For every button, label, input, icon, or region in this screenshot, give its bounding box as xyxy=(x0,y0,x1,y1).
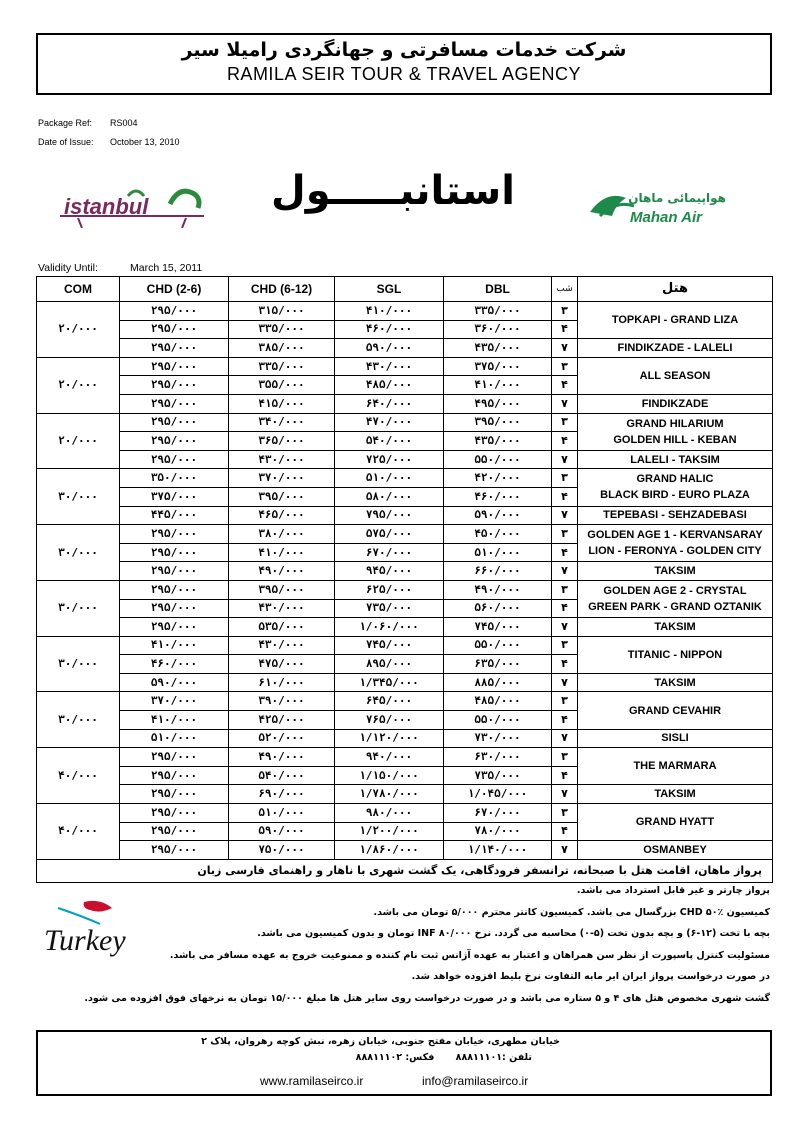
hotel-name-cell xyxy=(578,580,773,617)
table-row xyxy=(37,804,773,823)
col-header-sgl: SGL xyxy=(335,277,444,302)
price-chd612-cell: ۳۶۵/۰۰۰ xyxy=(229,432,335,451)
commission-cell: ۳۰/۰۰۰ xyxy=(37,525,120,581)
commission-cell: ۳۰/۰۰۰ xyxy=(37,692,120,748)
col-header-chd-2-6: CHD (2-6) xyxy=(120,277,229,302)
nights-cell: ۳ xyxy=(552,580,578,599)
mahan-air-logo-en: Mahan Air xyxy=(630,209,702,226)
price-sgl-cell: ۶۷۰/۰۰۰ xyxy=(335,543,444,562)
nights-cell: ۷ xyxy=(552,394,578,413)
price-dbl-cell: ۵۵۰/۰۰۰ xyxy=(444,711,552,730)
price-dbl-cell: ۳۷۵/۰۰۰ xyxy=(444,357,552,376)
hotel-area-cell: FINDIKZADE - LALELI xyxy=(578,339,773,358)
price-sgl-cell: ۴۷۰/۰۰۰ xyxy=(335,413,444,432)
email-link[interactable]: info@ramilaseirco.ir xyxy=(422,1074,529,1088)
price-dbl-cell: ۶۳۵/۰۰۰ xyxy=(444,655,552,674)
nights-cell: ۴ xyxy=(552,822,578,841)
col-header-hotel: هتل xyxy=(578,277,773,302)
price-chd26-cell: ۲۹۵/۰۰۰ xyxy=(120,748,229,767)
nights-cell: ۷ xyxy=(552,785,578,804)
commission-cell: ۳۰/۰۰۰ xyxy=(37,580,120,636)
price-sgl-cell: ۷۴۵/۰۰۰ xyxy=(335,636,444,655)
price-dbl-cell: ۳۹۵/۰۰۰ xyxy=(444,413,552,432)
nights-cell: ۷ xyxy=(552,841,578,860)
price-dbl-cell: ۴۱۰/۰۰۰ xyxy=(444,376,552,395)
price-dbl-cell: ۵۵۰/۰۰۰ xyxy=(444,636,552,655)
price-dbl-cell: ۴۲۰/۰۰۰ xyxy=(444,469,552,488)
hotel-name-cell xyxy=(578,636,773,673)
date-of-issue xyxy=(38,137,180,147)
hotel-name: GRAND CEVAHIR xyxy=(628,704,722,717)
price-chd612-cell: ۳۹۰/۰۰۰ xyxy=(229,692,335,711)
price-dbl-cell: ۳۳۵/۰۰۰ xyxy=(444,302,552,321)
price-dbl-cell: ۵۹۰/۰۰۰ xyxy=(444,506,552,525)
price-sgl-cell: ۷۳۵/۰۰۰ xyxy=(335,599,444,618)
mahan-air-logo xyxy=(586,182,732,230)
price-chd612-cell: ۴۲۵/۰۰۰ xyxy=(229,711,335,730)
table-row xyxy=(37,302,773,321)
price-dbl-cell: ۴۸۵/۰۰۰ xyxy=(444,692,552,711)
nights-cell: ۳ xyxy=(552,748,578,767)
hotel-name: GOLDEN AGE 2 - CRYSTAL xyxy=(603,585,747,597)
price-chd612-cell: ۳۹۵/۰۰۰ xyxy=(229,580,335,599)
price-sgl-cell: ۱/۳۴۵/۰۰۰ xyxy=(335,673,444,692)
mahan-air-logo-fa: هواپیمائی ماهان xyxy=(628,191,726,205)
rates-table xyxy=(36,276,773,883)
price-dbl-cell: ۴۳۵/۰۰۰ xyxy=(444,339,552,358)
price-dbl-cell: ۶۷۰/۰۰۰ xyxy=(444,804,552,823)
price-chd612-cell: ۴۹۰/۰۰۰ xyxy=(229,562,335,581)
table-row xyxy=(37,729,773,748)
price-chd26-cell: ۲۹۵/۰۰۰ xyxy=(120,339,229,358)
price-chd26-cell: ۴۶۰/۰۰۰ xyxy=(120,655,229,674)
hotel-name: GREEN PARK - GRAND OZTANIK xyxy=(588,601,762,613)
table-row xyxy=(37,785,773,804)
commission-cell: ۲۰/۰۰۰ xyxy=(37,413,120,469)
note-item: گشت شهری مخصوص هتل های ۴ و ۵ ستاره می باشد و در صورت درخواست روی سایر هتل ها مبلغ ۱۵/۰۰۰ تومان به نرخهای فوق افزوده می شود. xyxy=(84,992,770,1004)
price-chd26-cell: ۲۹۵/۰۰۰ xyxy=(120,599,229,618)
nights-cell: ۴ xyxy=(552,487,578,506)
hotel-area-cell: TAKSIM xyxy=(578,673,773,692)
price-chd612-cell: ۵۴۰/۰۰۰ xyxy=(229,766,335,785)
hotel-name: THE MARMARA xyxy=(633,760,717,773)
commission-cell: ۴۰/۰۰۰ xyxy=(37,748,120,804)
nights-cell: ۷ xyxy=(552,339,578,358)
table-row xyxy=(37,673,773,692)
price-dbl-cell: ۷۴۵/۰۰۰ xyxy=(444,618,552,637)
price-sgl-cell: ۱/۰۶۰/۰۰۰ xyxy=(335,618,444,637)
price-sgl-cell: ۵۸۰/۰۰۰ xyxy=(335,487,444,506)
price-sgl-cell: ۵۹۰/۰۰۰ xyxy=(335,339,444,358)
hotel-name-cell xyxy=(578,804,773,841)
nights-cell: ۳ xyxy=(552,302,578,321)
table-row xyxy=(37,450,773,469)
hotel-name-cell xyxy=(578,413,773,450)
hotel-name: TOPKAPI - GRAND LIZA xyxy=(611,314,739,327)
nights-cell: ۳ xyxy=(552,636,578,655)
hotel-area-cell: SISLI xyxy=(578,729,773,748)
price-sgl-cell: ۵۴۰/۰۰۰ xyxy=(335,432,444,451)
price-sgl-cell: ۱/۱۲۰/۰۰۰ xyxy=(335,729,444,748)
price-chd612-cell: ۴۱۵/۰۰۰ xyxy=(229,394,335,413)
price-sgl-cell: ۴۸۵/۰۰۰ xyxy=(335,376,444,395)
package-includes-row xyxy=(37,859,773,882)
date-of-issue-label: Date of Issue: xyxy=(38,137,94,147)
nights-cell: ۴ xyxy=(552,766,578,785)
price-sgl-cell: ۱/۱۵۰/۰۰۰ xyxy=(335,766,444,785)
price-sgl-cell: ۱/۷۸۰/۰۰۰ xyxy=(335,785,444,804)
price-sgl-cell: ۱/۸۶۰/۰۰۰ xyxy=(335,841,444,860)
price-sgl-cell: ۱/۲۰۰/۰۰۰ xyxy=(335,822,444,841)
price-dbl-cell: ۴۹۰/۰۰۰ xyxy=(444,580,552,599)
price-chd26-cell: ۲۹۵/۰۰۰ xyxy=(120,562,229,581)
commission-cell: ۲۰/۰۰۰ xyxy=(37,302,120,358)
hotel-name-cell xyxy=(578,748,773,785)
price-chd26-cell: ۴۴۵/۰۰۰ xyxy=(120,506,229,525)
nights-cell: ۴ xyxy=(552,376,578,395)
price-dbl-cell: ۵۶۰/۰۰۰ xyxy=(444,599,552,618)
price-sgl-cell: ۴۱۰/۰۰۰ xyxy=(335,302,444,321)
footer-phone xyxy=(338,1052,532,1063)
price-chd26-cell: ۳۷۵/۰۰۰ xyxy=(120,487,229,506)
nights-cell: ۴ xyxy=(552,320,578,339)
price-dbl-cell: ۱/۰۴۵/۰۰۰ xyxy=(444,785,552,804)
nights-cell: ۴ xyxy=(552,432,578,451)
price-dbl-cell: ۷۸۰/۰۰۰ xyxy=(444,822,552,841)
price-dbl-cell: ۷۳۵/۰۰۰ xyxy=(444,766,552,785)
commission-cell: ۴۰/۰۰۰ xyxy=(37,804,120,860)
price-chd612-cell: ۳۸۰/۰۰۰ xyxy=(229,525,335,544)
price-chd612-cell: ۴۳۰/۰۰۰ xyxy=(229,450,335,469)
price-chd612-cell: ۳۴۰/۰۰۰ xyxy=(229,413,335,432)
hotel-name: BLACK BIRD - EURO PLAZA xyxy=(600,489,750,502)
price-dbl-cell: ۵۵۰/۰۰۰ xyxy=(444,450,552,469)
price-chd612-cell: ۴۳۰/۰۰۰ xyxy=(229,636,335,655)
date-of-issue-value: October 13, 2010 xyxy=(110,137,180,147)
agency-header xyxy=(36,33,772,95)
price-sgl-cell: ۹۸۰/۰۰۰ xyxy=(335,804,444,823)
price-chd26-cell: ۲۹۵/۰۰۰ xyxy=(120,822,229,841)
price-chd26-cell: ۵۹۰/۰۰۰ xyxy=(120,673,229,692)
price-chd26-cell: ۴۱۰/۰۰۰ xyxy=(120,711,229,730)
commission-cell: ۲۰/۰۰۰ xyxy=(37,357,120,413)
agency-name-en: RAMILA SEIR TOUR & TRAVEL AGENCY xyxy=(226,64,582,84)
price-dbl-cell: ۶۶۰/۰۰۰ xyxy=(444,562,552,581)
price-sgl-cell: ۶۴۰/۰۰۰ xyxy=(335,394,444,413)
hotel-name: ALL SEASON xyxy=(639,369,711,382)
price-dbl-cell: ۴۶۰/۰۰۰ xyxy=(444,487,552,506)
table-row xyxy=(37,562,773,581)
validity xyxy=(38,262,203,274)
commission-cell: ۳۰/۰۰۰ xyxy=(37,469,120,525)
nights-cell: ۷ xyxy=(552,729,578,748)
price-chd612-cell: ۶۱۰/۰۰۰ xyxy=(229,673,335,692)
table-row xyxy=(37,748,773,767)
price-chd612-cell: ۶۹۰/۰۰۰ xyxy=(229,785,335,804)
table-row xyxy=(37,339,773,358)
price-sgl-cell: ۸۹۵/۰۰۰ xyxy=(335,655,444,674)
price-sgl-cell: ۹۴۰/۰۰۰ xyxy=(335,748,444,767)
nights-cell: ۴ xyxy=(552,543,578,562)
price-chd26-cell: ۲۹۵/۰۰۰ xyxy=(120,841,229,860)
price-chd26-cell: ۳۷۰/۰۰۰ xyxy=(120,692,229,711)
table-row xyxy=(37,618,773,637)
price-sgl-cell: ۷۹۵/۰۰۰ xyxy=(335,506,444,525)
footer-address: خیابان مطهری، خیابان مفتح جنوبی، خیابان زهره، نبش کوچه رهروان، پلاک ۲ xyxy=(201,1036,560,1047)
hotel-name: GRAND HILARIUM xyxy=(626,417,724,430)
nights-cell: ۴ xyxy=(552,711,578,730)
hotel-name-cell xyxy=(578,525,773,562)
price-chd26-cell: ۴۱۰/۰۰۰ xyxy=(120,636,229,655)
price-dbl-cell: ۶۳۰/۰۰۰ xyxy=(444,748,552,767)
price-sgl-cell: ۷۲۵/۰۰۰ xyxy=(335,450,444,469)
table-row xyxy=(37,413,773,432)
price-sgl-cell: ۷۶۵/۰۰۰ xyxy=(335,711,444,730)
table-row xyxy=(37,506,773,525)
hotel-area-cell: TAKSIM xyxy=(578,562,773,581)
price-chd26-cell: ۲۹۵/۰۰۰ xyxy=(120,376,229,395)
nights-cell: ۳ xyxy=(552,804,578,823)
hotel-area-cell: OSMANBEY xyxy=(578,841,773,860)
price-chd26-cell: ۲۹۵/۰۰۰ xyxy=(120,785,229,804)
price-chd612-cell: ۴۷۵/۰۰۰ xyxy=(229,655,335,674)
price-chd26-cell: ۲۹۵/۰۰۰ xyxy=(120,432,229,451)
note-item: بچه با تخت (۱۲-۶) و بچه بدون تخت (۵-۰) محاسبه می گردد. نرخ INF ۸۰/۰۰۰ تومان و بدون کمیسیون می باشد. xyxy=(257,928,770,939)
nights-cell: ۴ xyxy=(552,599,578,618)
price-chd26-cell: ۲۹۵/۰۰۰ xyxy=(120,320,229,339)
table-row xyxy=(37,841,773,860)
nights-cell: ۷ xyxy=(552,673,578,692)
nights-cell: ۷ xyxy=(552,450,578,469)
price-dbl-cell: ۴۵۰/۰۰۰ xyxy=(444,525,552,544)
price-dbl-cell: ۴۹۵/۰۰۰ xyxy=(444,394,552,413)
price-sgl-cell: ۶۲۵/۰۰۰ xyxy=(335,580,444,599)
nights-cell: ۳ xyxy=(552,413,578,432)
price-chd612-cell: ۴۹۰/۰۰۰ xyxy=(229,748,335,767)
istanbul-logo-text: istanbul xyxy=(64,194,149,219)
hotel-name: GOLDEN AGE 1 - KERVANSARAY xyxy=(587,529,763,542)
price-sgl-cell: ۵۷۵/۰۰۰ xyxy=(335,525,444,544)
footer xyxy=(36,1030,772,1096)
note-item: کمیسیون CHD ۵۰٪ بزرگسال می باشد. کمیسیون کانتر محترم ۵/۰۰۰ تومان می باشد. xyxy=(373,906,770,918)
price-chd612-cell: ۵۲۰/۰۰۰ xyxy=(229,729,335,748)
price-chd612-cell: ۳۳۵/۰۰۰ xyxy=(229,320,335,339)
hotel-area-cell: LALELI - TAKSIM xyxy=(578,450,773,469)
price-sgl-cell: ۴۶۰/۰۰۰ xyxy=(335,320,444,339)
price-chd26-cell: ۵۱۰/۰۰۰ xyxy=(120,729,229,748)
hotel-area-cell: TEPEBASI - SEHZADEBASI xyxy=(578,506,773,525)
hotel-area-cell: FINDIKZADE xyxy=(578,394,773,413)
price-dbl-cell: ۴۳۵/۰۰۰ xyxy=(444,432,552,451)
price-chd612-cell: ۵۳۵/۰۰۰ xyxy=(229,618,335,637)
hotel-area-cell: TAKSIM xyxy=(578,618,773,637)
price-chd26-cell: ۲۹۵/۰۰۰ xyxy=(120,804,229,823)
package-ref-value: RS004 xyxy=(110,118,138,128)
price-sgl-cell: ۴۳۰/۰۰۰ xyxy=(335,357,444,376)
table-row xyxy=(37,357,773,376)
price-chd612-cell: ۳۹۵/۰۰۰ xyxy=(229,487,335,506)
price-chd26-cell: ۲۹۵/۰۰۰ xyxy=(120,450,229,469)
price-chd612-cell: ۷۵۰/۰۰۰ xyxy=(229,841,335,860)
table-header-row xyxy=(37,277,773,302)
turkey-logo-text: Turkey xyxy=(44,924,126,957)
package-includes-text: پرواز ماهان، اقامت هتل با صبحانه، ترانسفر فرودگاهی، یک گشت شهری با ناهار و راهنمای فارسی زبان xyxy=(37,859,773,882)
note-item: مسئولیت کنترل پاسپورت از نظر سن همراهان و اعتبار به عهده آژانس ثبت نام کننده و ممنوعیت خروج به عهده مسافر می باشد. xyxy=(169,949,770,961)
price-chd26-cell: ۲۹۵/۰۰۰ xyxy=(120,766,229,785)
nights-cell: ۷ xyxy=(552,562,578,581)
hotel-name: GRAND HALIC xyxy=(636,473,714,486)
price-dbl-cell: ۱/۱۴۰/۰۰۰ xyxy=(444,841,552,860)
price-chd612-cell: ۴۶۵/۰۰۰ xyxy=(229,506,335,525)
package-ref-label: Package Ref: xyxy=(38,118,93,128)
col-header-com: COM xyxy=(37,277,120,302)
price-chd26-cell: ۲۹۵/۰۰۰ xyxy=(120,357,229,376)
destination-title: استانبـــــول xyxy=(271,168,515,214)
hotel-name: GOLDEN HILL - KEBAN xyxy=(613,433,737,446)
nights-cell: ۷ xyxy=(552,618,578,637)
table-row xyxy=(37,525,773,544)
table-row xyxy=(37,580,773,599)
agency-name-fa: شرکت خدمات مسافرتی و جهانگردی رامیلا سیر xyxy=(181,39,627,61)
col-header-dbl: DBL xyxy=(444,277,552,302)
price-chd26-cell: ۲۹۵/۰۰۰ xyxy=(120,543,229,562)
price-chd612-cell: ۳۱۵/۰۰۰ xyxy=(229,302,335,321)
note-item: در صورت درخواست پرواز ایران ایر مابه التفاوت نرخ بلیط افزوده خواهد شد. xyxy=(411,971,770,982)
price-chd26-cell: ۳۵۰/۰۰۰ xyxy=(120,469,229,488)
price-chd26-cell: ۲۹۵/۰۰۰ xyxy=(120,413,229,432)
table-row xyxy=(37,636,773,655)
note-item: پرواز چارتر و غیر قابل استرداد می باشد. xyxy=(576,885,770,896)
table-row xyxy=(37,469,773,488)
col-header-nights: شب xyxy=(552,277,578,302)
price-chd26-cell: ۲۹۵/۰۰۰ xyxy=(120,580,229,599)
hotel-name-cell xyxy=(578,357,773,394)
price-chd612-cell: ۵۱۰/۰۰۰ xyxy=(229,804,335,823)
hotel-name-cell xyxy=(578,692,773,729)
hotel-name-cell xyxy=(578,469,773,506)
istanbul-logo xyxy=(58,186,206,228)
price-chd612-cell: ۳۵۵/۰۰۰ xyxy=(229,376,335,395)
hotel-name: LION - FERONYA - GOLDEN CITY xyxy=(588,545,762,558)
commission-cell: ۳۰/۰۰۰ xyxy=(37,636,120,692)
price-chd26-cell: ۲۹۵/۰۰۰ xyxy=(120,302,229,321)
table-row xyxy=(37,692,773,711)
price-dbl-cell: ۸۸۵/۰۰۰ xyxy=(444,673,552,692)
price-chd612-cell: ۴۱۰/۰۰۰ xyxy=(229,543,335,562)
price-chd612-cell: ۵۹۰/۰۰۰ xyxy=(229,822,335,841)
hotel-name-cell xyxy=(578,302,773,339)
price-chd612-cell: ۳۳۵/۰۰۰ xyxy=(229,357,335,376)
nights-cell: ۳ xyxy=(552,525,578,544)
package-ref xyxy=(38,118,138,128)
price-chd612-cell: ۴۳۰/۰۰۰ xyxy=(229,599,335,618)
price-dbl-cell: ۷۳۰/۰۰۰ xyxy=(444,729,552,748)
price-sgl-cell: ۶۴۵/۰۰۰ xyxy=(335,692,444,711)
hotel-area-cell: TAKSIM xyxy=(578,785,773,804)
website-link[interactable]: www.ramilaseirco.ir xyxy=(260,1074,364,1088)
price-chd612-cell: ۳۷۰/۰۰۰ xyxy=(229,469,335,488)
price-dbl-cell: ۳۶۰/۰۰۰ xyxy=(444,320,552,339)
nights-cell: ۳ xyxy=(552,357,578,376)
hotel-name: TITANIC - NIPPON xyxy=(627,648,723,661)
validity-label: Validity Until: xyxy=(38,262,98,274)
table-row xyxy=(37,394,773,413)
price-chd26-cell: ۲۹۵/۰۰۰ xyxy=(120,394,229,413)
price-dbl-cell: ۵۱۰/۰۰۰ xyxy=(444,543,552,562)
nights-cell: ۷ xyxy=(552,506,578,525)
nights-cell: ۳ xyxy=(552,692,578,711)
validity-value: March 15, 2011 xyxy=(130,262,203,274)
price-chd612-cell: ۳۸۵/۰۰۰ xyxy=(229,339,335,358)
hotel-name: GRAND HYATT xyxy=(635,816,715,829)
nights-cell: ۳ xyxy=(552,469,578,488)
price-chd26-cell: ۲۹۵/۰۰۰ xyxy=(120,618,229,637)
rates-body xyxy=(37,302,773,883)
footer-tel: تلفن :۸۸۸۱۱۱۰۱ xyxy=(455,1052,532,1063)
nights-cell: ۴ xyxy=(552,655,578,674)
price-sgl-cell: ۵۱۰/۰۰۰ xyxy=(335,469,444,488)
price-chd26-cell: ۲۹۵/۰۰۰ xyxy=(120,525,229,544)
col-header-chd-6-12: CHD (6-12) xyxy=(229,277,335,302)
footer-fax: فکس: ۸۸۸۱۱۱۰۲ xyxy=(355,1052,435,1063)
price-sgl-cell: ۹۴۵/۰۰۰ xyxy=(335,562,444,581)
